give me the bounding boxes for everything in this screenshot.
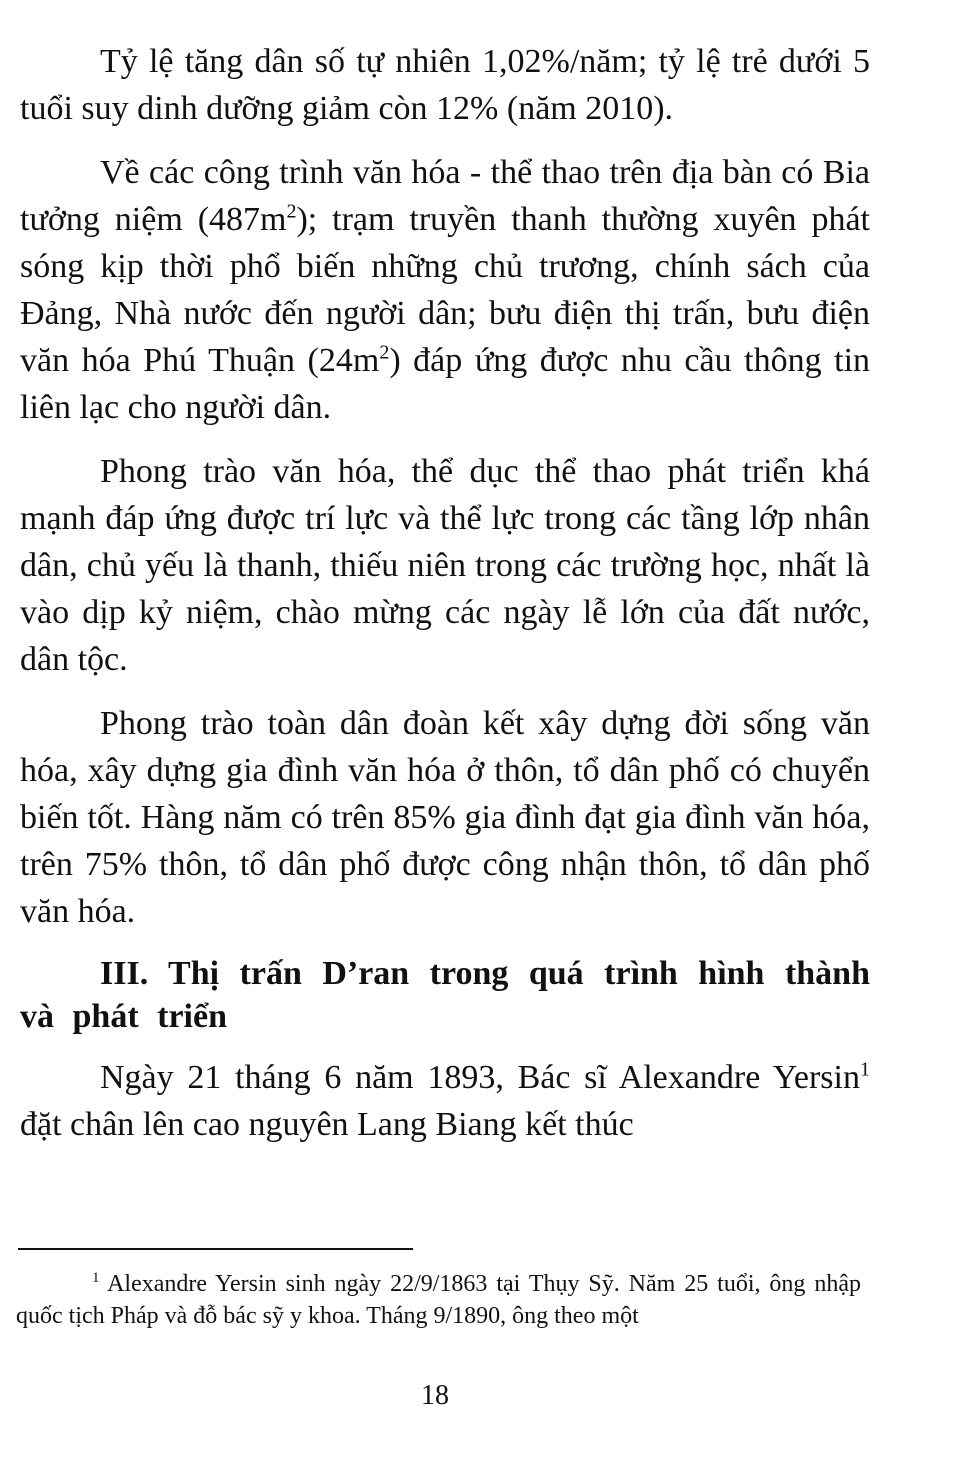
footnote xyxy=(16,1268,861,1332)
paragraph-yersin-text-2: đặt chân lên cao nguyên Lang Biang kết thúc xyxy=(20,1106,634,1143)
page-body xyxy=(20,38,870,1165)
paragraph-cultural-families-text: Phong trào toàn dân đoàn kết xây dựng đời sống văn hóa, xây dựng gia đình văn hóa ở thôn, tổ dân phố có chuyển biến tốt. Hàng năm có trên 85% gia đình đạt gia đình văn hóa, trên 75% thôn, tổ dân phố được công nhận thôn, tổ dân phố văn hóa. xyxy=(20,705,870,930)
paragraph-population-text: Tỷ lệ tăng dân số tự nhiên 1,02%/năm; tỷ lệ trẻ dưới 5 tuổi suy dinh dưỡng giảm còn 12% (năm 2010). xyxy=(20,43,870,127)
section-heading: III. Thị trấn D’ran trong quá trình hình thành và phát triển xyxy=(20,955,870,1035)
paragraph-cultural-works-text-3: ) đáp ứng được nhu cầu thông tin liên lạc cho người dân. xyxy=(20,342,871,426)
footnote-text: Alexandre Yersin sinh ngày 22/9/1863 tại Thụy Sỹ. Năm 25 tuổi, ông nhập quốc tịch Pháp và đỗ bác sỹ y khoa. Tháng 9/1890, ông theo một xyxy=(16,1271,861,1329)
superscript-squared: 2 xyxy=(379,341,390,364)
paragraph-yersin-text-1: Ngày 21 tháng 6 năm 1893, Bác sĩ Alexandre Yersin xyxy=(100,1059,860,1096)
footnote-marker: 1 xyxy=(92,1270,100,1286)
paragraph-yersin xyxy=(20,1054,870,1148)
footnote-divider xyxy=(18,1248,413,1250)
page-number: 18 xyxy=(421,1380,449,1411)
paragraph-population xyxy=(20,38,870,132)
paragraph-sports-movement-text: Phong trào văn hóa, thể dục thể thao phát triển khá mạnh đáp ứng được trí lực và thể lực trong các tầng lớp nhân dân, chủ yếu là thanh, thiếu niên trong các trường học, nhất là vào dịp kỷ niệm, chào mừng các ngày lễ lớn của đất nước, dân tộc. xyxy=(20,453,870,678)
paragraph-cultural-works xyxy=(20,149,870,431)
paragraph-sports-movement xyxy=(20,448,870,683)
paragraph-cultural-works-text-1: Về các công trình văn hóa - thể thao trên địa bàn có Bia tưởng niệm (487m xyxy=(20,154,870,238)
superscript-squared: 2 xyxy=(286,200,297,223)
paragraph-cultural-works-text-2: ); trạm truyền thanh thường xuyên phát sóng kịp thời phổ biến những chủ trương, chính sách của Đảng, Nhà nước đến người dân; bưu điện thị trấn, bưu điện văn hóa Phú Thuận (24m xyxy=(20,201,870,379)
footnote-reference[interactable]: 1 xyxy=(860,1058,870,1081)
paragraph-cultural-families xyxy=(20,700,870,935)
